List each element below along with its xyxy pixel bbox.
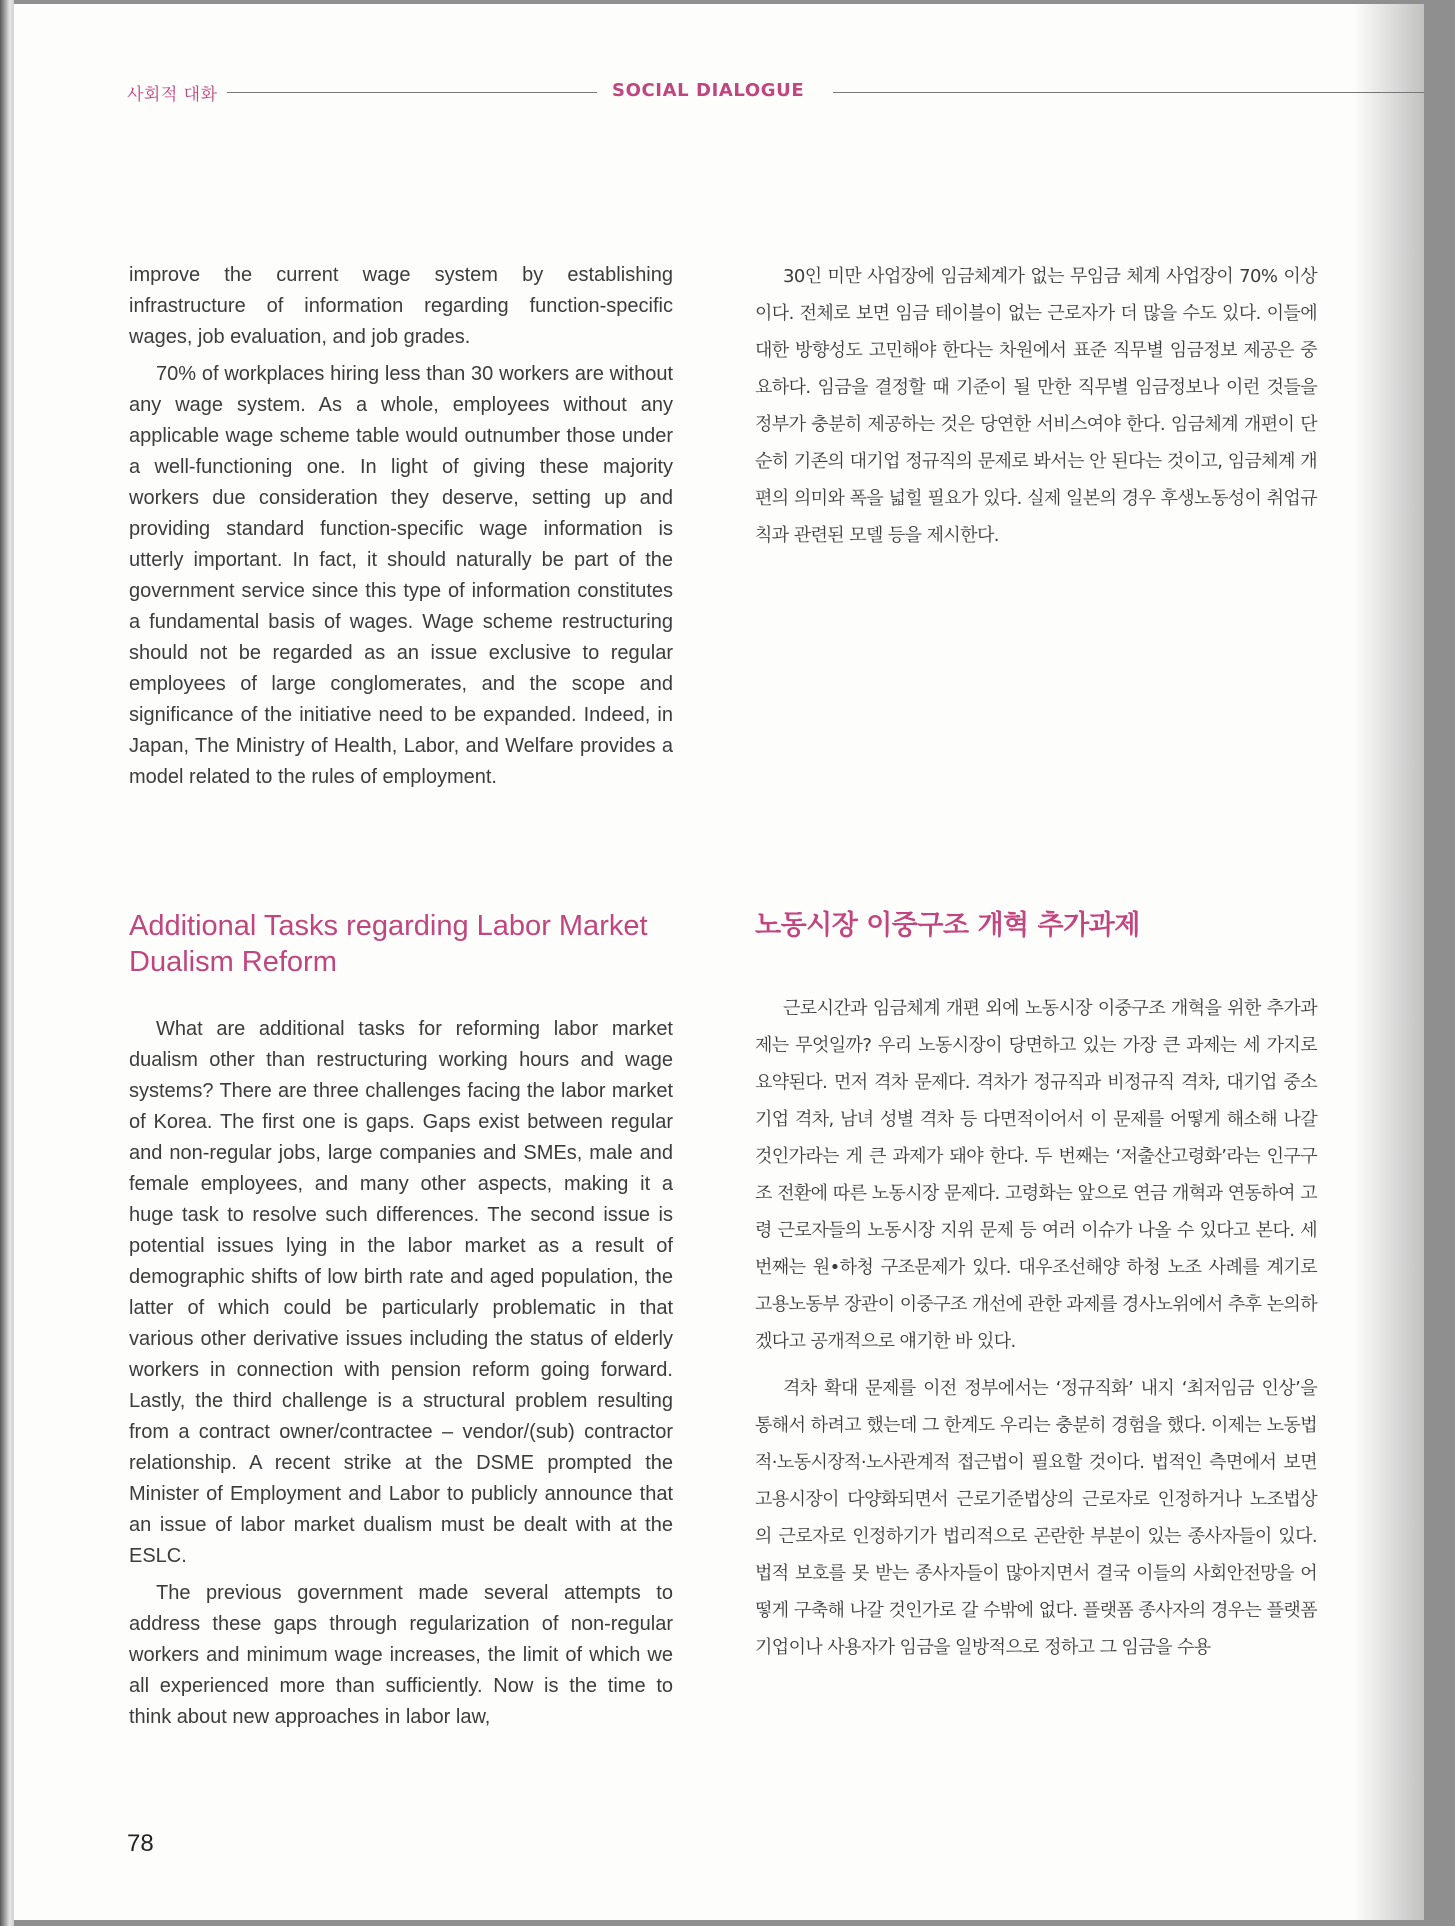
paragraph: improve the current wage system by establishing infrastructure of information regarding function-specific wages, job evaluation, and job grades. xyxy=(129,264,673,348)
paragraph: 30인 미만 사업장에 임금체계가 없는 무임금 체계 사업장이 70% 이상이다. 전체로 보면 임금 테이블이 없는 근로자가 더 많을 수도 있다. 이들에 대한 방향성도 고민해야 한다는 차원에서 표준 직무별 임금정보 제공은 중요하다. 임금을 결정할 때 기준이 될 만한 직무별 임금정보나 이런 것들을 정부가 충분히 제공하는 것은 당연한 서비스여야 한다. 임금체계 개편이 단순히 기존의 대기업 정규직의 문제로 봐서는 안 된다는 것이고, 임금체계 개편의 의미와 폭을 넓힐 필요가 있다. 실제 일본의 경우 후생노동성이 취업규칙과 관련된 모델 등을 제시한다. xyxy=(755,266,1317,546)
section-label-ko: 사회적 대화 xyxy=(127,85,218,105)
paragraph: 70% of workplaces hiring less than 30 workers are without any wage system. As a whole, employees without any applicable wage scheme table would outnumber those under a well-functioning one. In light of giving these majority workers due consideration they deserve, setting up and providing standard function-specific wage information is utterly important. In fact, it should naturally be part of the government service since this type of information constitutes a fundamental basis of wages. Wage scheme restructuring should not be regarded as an issue exclusive to regular employees of large conglomerates, and the scope and significance of the initiative need to be expanded. Indeed, in Japan, The Ministry of Health, Labor, and Welfare provides a model related to the rules of employment. xyxy=(129,363,673,788)
header-rule-left xyxy=(227,92,597,93)
running-header xyxy=(127,80,1424,106)
english-column-top xyxy=(129,260,673,793)
header-rule-right xyxy=(833,92,1424,93)
page-edge-shadow xyxy=(1354,4,1424,1920)
paragraph: 근로시간과 임금체계 개편 외에 노동시장 이중구조 개혁을 위한 추가과제는 무엇일까? 우리 노동시장이 당면하고 있는 가장 큰 과제는 세 가지로 요약된다. 먼저 격차 문제다. 격차가 정규직과 비정규직 격차, 대기업 중소기업 격차, 남녀 성별 격차 등 다면적이어서 이 문제를 어떻게 해소해 나갈 것인가라는 게 큰 과제가 돼야 한다. 두 번째는 ‘저출산고령화’라는 인구구조 전환에 따른 노동시장 문제다. 고령화는 앞으로 연금 개혁과 연동하여 고령 근로자들의 노동시장 지위 문제 등 여러 이슈가 나올 수 있다고 본다. 세 번째는 원•하청 구조문제가 있다. 대우조선해양 하청 노조 사례를 계기로 고용노동부 장관이 이중구조 개선에 관한 과제를 경사노위에서 추후 논의하겠다고 공개적으로 얘기한 바 있다. xyxy=(755,998,1317,1352)
section-label-en: SOCIAL DIALOGUE xyxy=(612,80,805,101)
paragraph: The previous government made several attempts to address these gaps through regularization of non-regular workers and minimum wage increases, the limit of which we all experienced more than sufficiently. Now is the time to think about new approaches in labor law, xyxy=(129,1582,673,1728)
section-heading-ko: 노동시장 이중구조 개혁 추가과제 xyxy=(755,910,1140,941)
korean-column-top xyxy=(755,258,1317,554)
section-heading-en: Additional Tasks regarding Labor Market Dualism Reform xyxy=(129,910,648,978)
magazine-page xyxy=(14,4,1424,1920)
book-binding xyxy=(0,0,14,1926)
paragraph: 격차 확대 문제를 이전 정부에서는 ‘정규직화’ 내지 ‘최저임금 인상’을 통해서 하려고 했는데 그 한계도 우리는 충분히 경험을 했다. 이제는 노동법적·노동시장적·노사관계적 접근법이 필요할 것이다. 법적인 측면에서 보면 고용시장이 다양화되면서 근로기준법상의 근로자로 인정하거나 노조법상의 근로자로 인정하기가 법리적으로 곤란한 부분이 있는 종사자들이 있다. 법적 보호를 못 받는 종사자들이 많아지면서 결국 이들의 사회안전망을 어떻게 구축해 나갈 것인가로 갈 수밖에 없다. 플랫폼 종사자의 경우는 플랫폼 기업이나 사용자가 임금을 일방적으로 정하고 그 임금을 수용 xyxy=(755,1378,1317,1658)
page-number: 78 xyxy=(127,1830,154,1857)
korean-column-bottom xyxy=(755,990,1317,1666)
paragraph: What are additional tasks for reforming labor market dualism other than restructuring working hours and wage systems? There are three challenges facing the labor market of Korea. The first one is gaps. Gaps exist between regular and non-regular jobs, large companies and SMEs, male and female employees, and many other aspects, making it a huge task to resolve such differences. The second issue is potential issues lying in the labor market as a result of demographic shifts of low birth rate and aged population, the latter of which could be particularly problematic in that various other derivative issues including the status of elderly workers in connection with pension reform going forward. Lastly, the third challenge is a structural problem resulting from a contract owner/contractee – vendor/(sub) contractor relationship. A recent strike at the DSME prompted the Minister of Employment and Labor to publicly announce that an issue of labor market dualism must be dealt with at the ESLC. xyxy=(129,1018,673,1567)
english-column-bottom xyxy=(129,1014,673,1733)
